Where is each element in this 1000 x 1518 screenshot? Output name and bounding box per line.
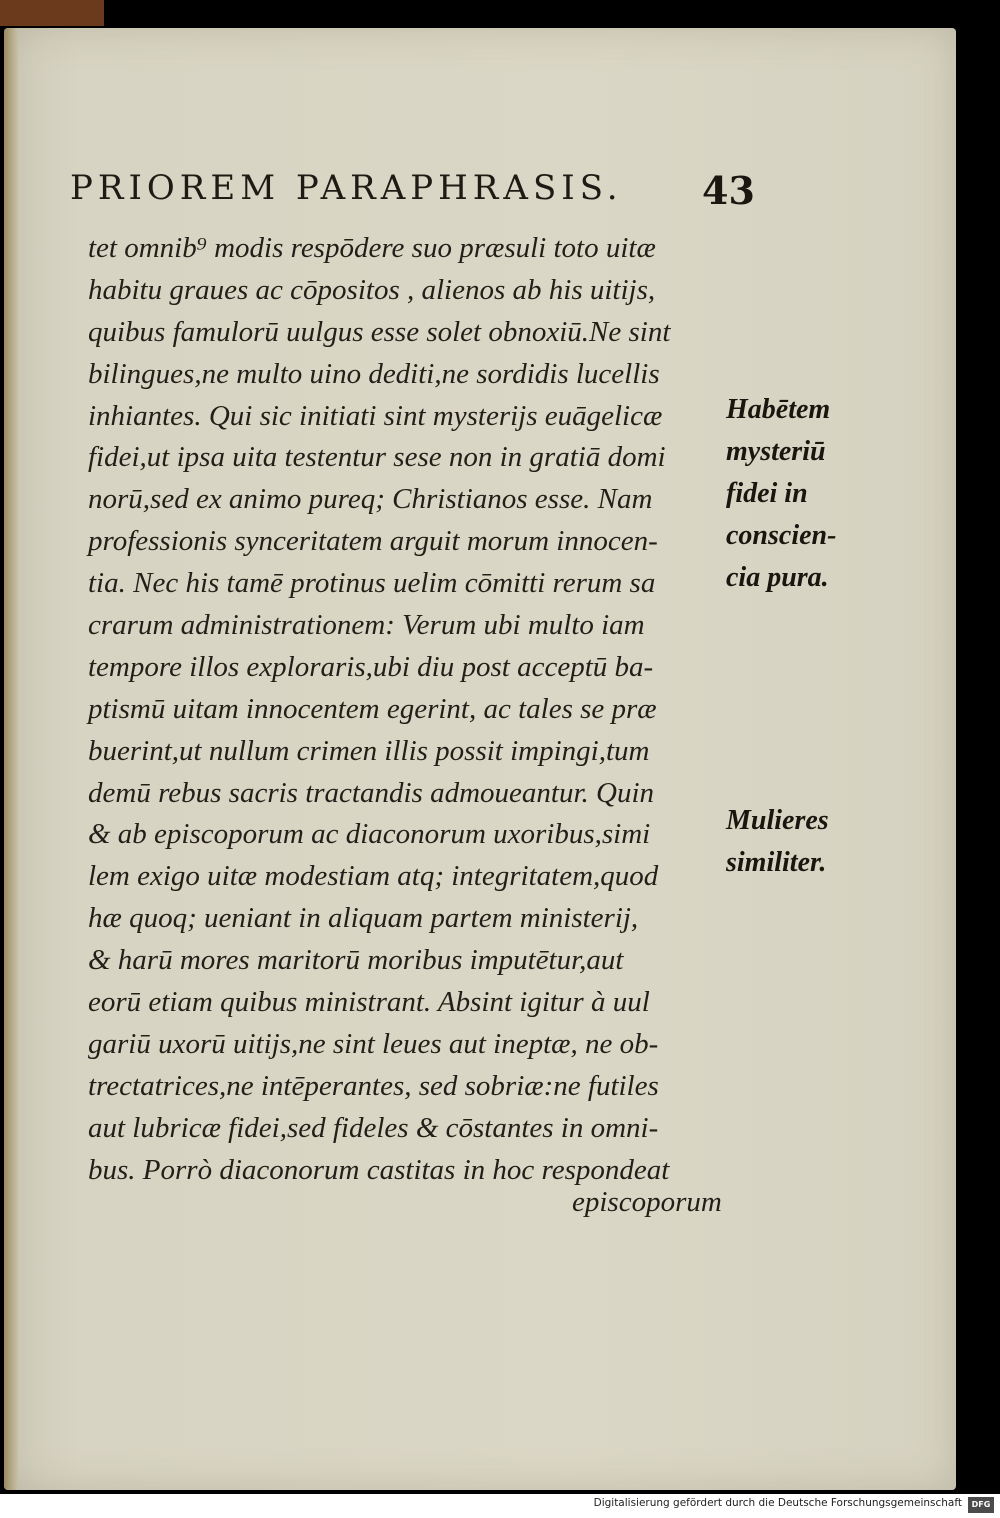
- margin-note-line: Habētem: [726, 394, 831, 425]
- text-line: tempore illos exploraris,ubi diu post acceptū ba-: [88, 650, 654, 683]
- margin-note-line: mysteriū: [726, 436, 826, 467]
- margin-note-line: cia pura.: [726, 562, 829, 593]
- text-line: fidei,ut ipsa uita testentur sese non in gratiā domi: [88, 441, 666, 474]
- text-line: crarum administrationem: Verum ubi multo iam: [88, 609, 645, 642]
- running-head-title: PRIOREM PARAPHRASIS.: [70, 168, 623, 208]
- funding-credit: Digitalisierung gefördert durch die Deutsche Forschungsgemeinschaft: [593, 1497, 962, 1509]
- text-line: ptismū uitam innocentem egerint, ac tales se præ: [88, 692, 657, 725]
- text-line: buerint,ut nullum crimen illis possit impingi,tum: [88, 734, 650, 767]
- running-head: [70, 168, 770, 214]
- text-line: hæ quoq; ueniant in aliquam partem ministerij,: [88, 902, 639, 935]
- text-line: lem exigo uitæ modestiam atq; integritatem,quod: [88, 860, 659, 893]
- text-line: norū,sed ex animo pureq; Christianos esse. Nam: [88, 483, 653, 516]
- text-line: tet omnib⁹ modis respōdere suo præsuli toto uitæ: [88, 232, 656, 264]
- text-line: gariū uxorū uitijs,ne sint leues aut ineptæ, ne ob-: [88, 1027, 659, 1060]
- margin-note-fidei: [726, 389, 866, 599]
- margin-note-mulieres: [726, 800, 866, 884]
- margin-note-line: fidei in: [726, 478, 808, 509]
- dfg-logo: DFG: [968, 1497, 994, 1513]
- text-line: habitu graues ac cōpositos , alienos ab his uitijs,: [88, 273, 656, 306]
- text-line: tia. Nec his tamē protinus uelim cōmitti rerum sa: [88, 567, 656, 600]
- footer-bar: [0, 1494, 1000, 1518]
- text-line: bus. Porrò diaconorum castitas in hoc respondeat: [88, 1153, 670, 1186]
- text-line: & ab episcoporum ac diaconorum uxoribus,simi: [88, 818, 651, 851]
- margin-note-line: similiter.: [726, 847, 827, 878]
- text-line: eorū etiam quibus ministrant. Absint igitur à uul: [88, 986, 650, 1019]
- body-text: [88, 228, 748, 1191]
- text-line: quibus famulorū uulgus esse solet obnoxiū.Ne sint: [88, 315, 671, 348]
- catchword: episcoporum: [572, 1186, 722, 1218]
- page-edge: [4, 28, 18, 1490]
- text-line: professionis synceritatem arguit morum innocen-: [88, 525, 658, 558]
- corner-tab: [0, 0, 104, 26]
- margin-note-line: conscien-: [726, 520, 837, 551]
- book-page: [4, 28, 956, 1490]
- text-line: & harū mores maritorū moribus imputētur,aut: [88, 944, 624, 977]
- text-line: demū rebus sacris tractandis admoueantur. Quin: [88, 776, 655, 809]
- text-line: inhiantes. Qui sic initiati sint mysterijs euāgelicæ: [88, 399, 663, 432]
- margin-note-line: Mulieres: [726, 805, 829, 836]
- text-line: bilingues,ne multo uino dediti,ne sordidis lucellis: [88, 357, 660, 390]
- text-line: trectatrices,ne intēperantes, sed sobriæ:ne futiles: [88, 1069, 659, 1102]
- page-number: 43: [702, 168, 755, 213]
- text-line: aut lubricæ fidei,sed fideles & cōstantes in omni-: [88, 1111, 659, 1144]
